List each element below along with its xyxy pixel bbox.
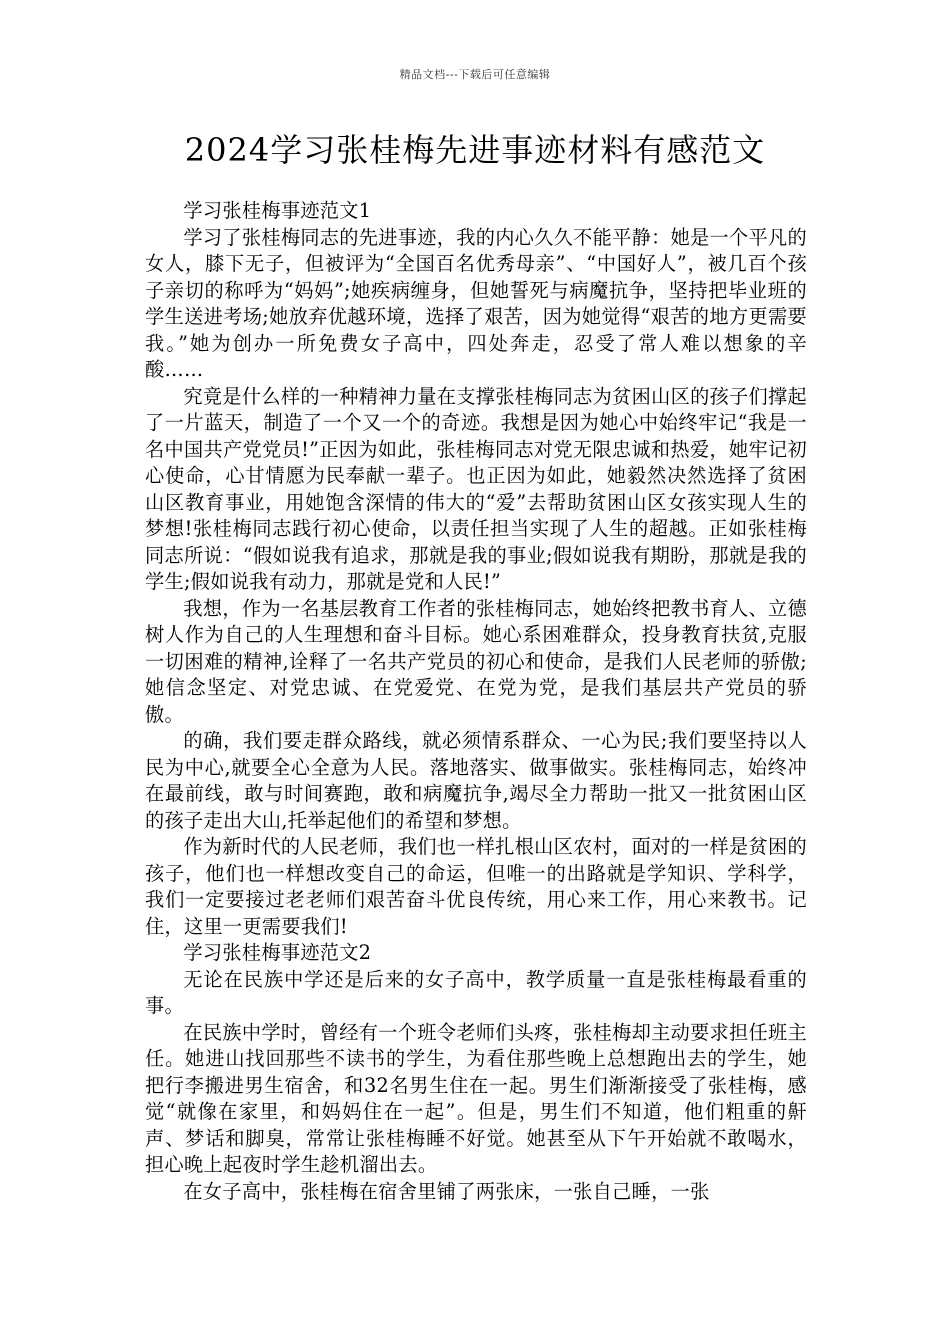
paragraph: 我想，作为一名基层教育工作者的张桂梅同志，她始终把教书育人、立德树人作为自己的人生理想和奋斗目标。她心系困难群众，投身教育扶贫,克服一切困难的精神,诠释了一名共产党员的初心和使命，是我们人民老师的骄傲;她信念坚定、对党忠诚、在党爱党、在党为党，是我们基层共产党员的骄傲。 (145, 596, 807, 726)
document-body (145, 198, 807, 1205)
document-title: 2024学习张桂梅先进事迹材料有感范文 (184, 131, 766, 169)
paragraph: 究竟是什么样的一种精神力量在支撑张桂梅同志为贫困山区的孩子们撑起了一片蓝天，制造了一个又一个的奇迹。我想是因为她心中始终牢记“我是一名中国共产党党员!”正因为如此，张桂梅同志对党无限忠诚和热爱，她牢记初心使命，心甘情愿为民奉献一辈子。也正因为如此，她毅然决然选择了贫困山区教育事业，用她饱含深情的伟大的“爱”去帮助贫困山区女孩实现人生的梦想!张桂梅同志践行初心使命，以责任担当实现了人生的超越。正如张桂梅同志所说：“假如说我有追求，那就是我的事业;假如说我有期盼，那就是我的学生;假如说我有动力，那就是党和人民!” (145, 384, 807, 593)
section-heading-1: 学习张桂梅事迹范文1 (183, 199, 372, 222)
section-heading-2: 学习张桂梅事迹范文2 (183, 941, 372, 964)
paragraph: 在女子高中，张桂梅在宿舍里铺了两张床，一张自己睡，一张 (183, 1179, 710, 1203)
header-note: 精品文档---下载后可任意编辑 (399, 68, 551, 81)
paragraph: 在民族中学时，曾经有一个班令老师们头疼，张桂梅却主动要求担任班主任。她进山找回那些不读书的学生，为看住那些晚上总想跑出去的学生，她把行李搬进男生宿舍，和32名男生住在一起。男生们渐渐接受了张桂梅，感觉“就像在家里，和妈妈住在一起”。但是，男生们不知道，他们粗重的鼾声、梦话和脚臭，常常让张桂梅睡不好觉。她甚至从下午开始就不敢喝水，担心晚上起夜时学生趁机溜出去。 (145, 1020, 807, 1176)
paragraph: 无论在民族中学还是后来的女子高中，教学质量一直是张桂梅最看重的事。 (145, 967, 807, 1017)
paragraph: 的确，我们要走群众路线，就必须情系群众、一心为民;我们要坚持以人民为中心,就要全心全意为人民。落地落实、做事做实。张桂梅同志，始终冲在最前线，敢与时间赛跑，敢和病魔抗争,竭尽全力帮助一批又一批贫困山区的孩子走出大山,托举起他们的希望和梦想。 (145, 729, 807, 832)
paragraph: 学习了张桂梅同志的先进事迹，我的内心久久不能平静：她是一个平凡的女人，膝下无子，但被评为“全国百名优秀母亲”、“中国好人”，被几百个孩子亲切的称呼为“妈妈”;她疾病缠身，但她誓死与病魔抗争，坚持把毕业班的学生送进考场;她放弃优越环境，选择了艰苦，因为她觉得“艰苦的地方更需要我。”她为创办一所免费女子高中，四处奔走，忍受了常人难以想象的辛酸…… (145, 225, 807, 381)
paragraph: 作为新时代的人民老师，我们也一样扎根山区农村，面对的一样是贫困的孩子，他们也一样想改变自己的命运，但唯一的出路就是学知识、学科学，我们一定要接过老老师们艰苦奋斗优良传统，用心来工作，用心来教书。记住，这里一更需要我们! (145, 835, 807, 938)
